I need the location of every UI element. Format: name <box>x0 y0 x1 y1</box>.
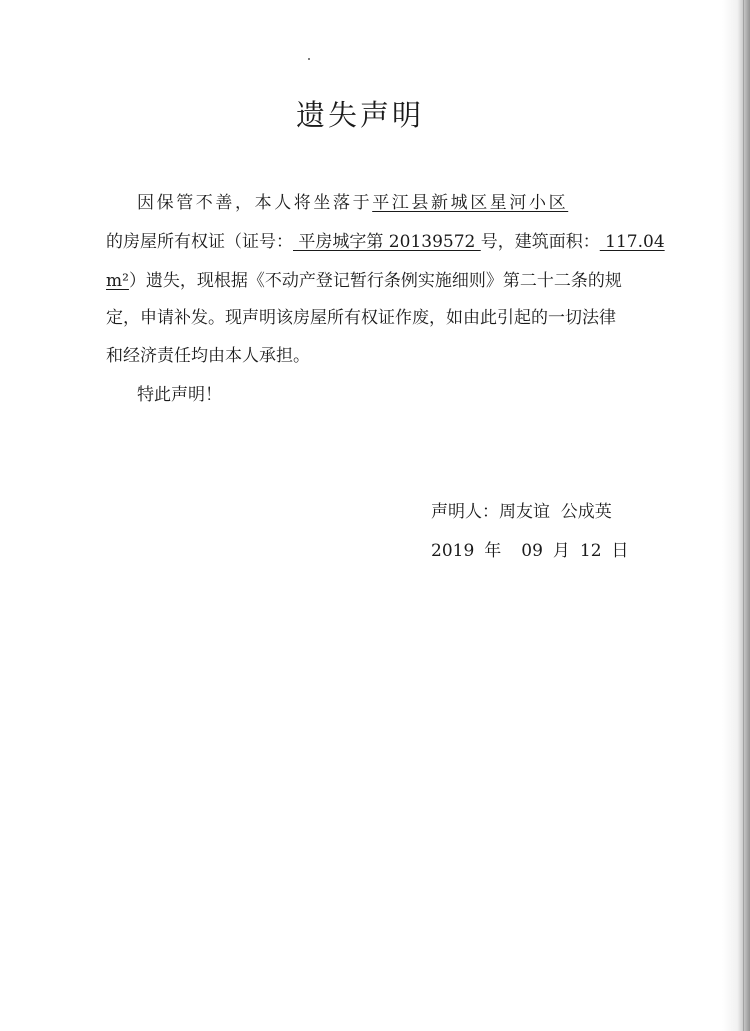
body-text-certificate-label: 的房屋所有权证（证号： <box>106 232 293 252</box>
body-text-area-label: 号，建筑面积： <box>480 232 600 252</box>
property-address: 平江县新城区星河小区 <box>372 193 569 213</box>
declarant-label: 声明人： <box>431 502 499 522</box>
body-line-2 <box>106 227 665 252</box>
scan-edge-line <box>743 0 744 1031</box>
body-line-1 <box>137 188 568 213</box>
date-day-unit: 日 <box>611 541 629 561</box>
signature-line <box>431 497 612 522</box>
scan-dot-mark <box>308 58 310 60</box>
body-line-3 <box>106 266 622 291</box>
closing-statement: 特此声明！ <box>137 385 222 405</box>
date-year: 2019 <box>431 541 475 561</box>
date-month-unit: 月 <box>552 541 570 561</box>
area-unit: m² <box>106 271 129 291</box>
scan-edge-shadow <box>722 0 750 1031</box>
certificate-number: 平房城字第 20139572 <box>293 232 481 252</box>
body-line-5: 和经济责任均由本人承担。 <box>106 346 310 366</box>
date-line <box>431 536 629 561</box>
date-day: 12 <box>579 541 602 561</box>
date-month: 09 <box>521 541 543 561</box>
body-line-4: 定，申请补发。现声明该房屋所有权证作废，如由此引起的一切法律 <box>106 308 616 328</box>
document-title: 遗失声明 <box>295 98 424 132</box>
date-year-unit: 年 <box>484 541 502 561</box>
declarant-names: 周友谊 公成英 <box>499 502 612 522</box>
body-text-regulation: ）遗失，现根据《不动产登记暂行条例实施细则》第二十二条的规 <box>128 271 622 291</box>
body-text-intro: 因保管不善，本人将坐落于 <box>137 193 373 213</box>
building-area: 117.04 <box>599 232 665 252</box>
